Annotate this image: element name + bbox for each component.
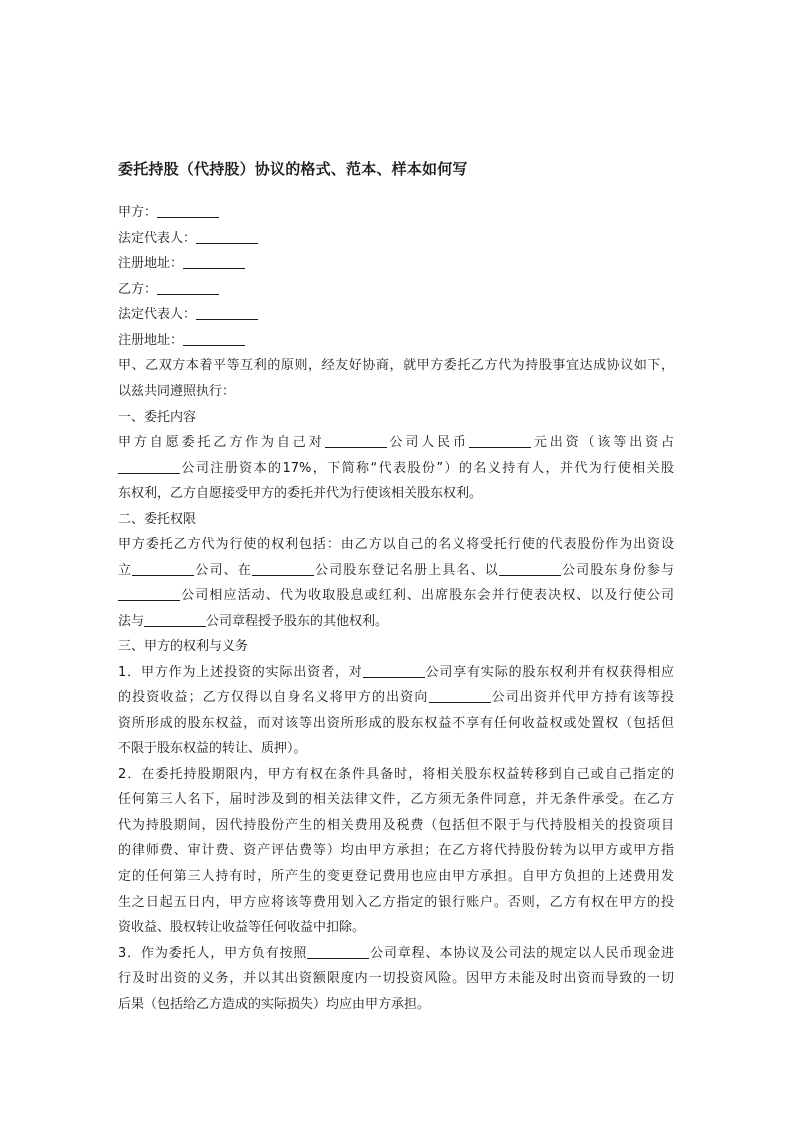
paragraph-line: 的律师费、审计费、资产评估费等）均由甲方承担；在乙方将代持股份转为以甲方或甲方指	[118, 843, 674, 858]
party-b-line	[118, 282, 219, 298]
paragraph-line: 资收益、股权转让收益等任何收益中扣除。	[118, 920, 366, 935]
party-b-addr-line	[118, 333, 245, 349]
party-b-label: 乙方：	[118, 282, 158, 297]
fill-blank	[157, 205, 219, 218]
paragraph-line: 东权利，乙方自愿接受甲方的委托并代为行使该相关股东权利。	[118, 486, 483, 501]
party-a-addr-label: 注册地址：	[118, 256, 184, 271]
paragraph-line: 定的任何第三人持有时，所产生的变更登记费用也应由甲方承担。自甲方负担的上述费用发	[118, 869, 674, 884]
paragraph-line: 甲方委托乙方代为行使的权利包括：由乙方以自己的名义将受托行使的代表股份作为出资设	[118, 537, 674, 552]
paragraph-line: 2．在委托持股期限内，甲方有权在条件具备时，将相关股东权益转移到自己或自己指定的	[118, 767, 674, 782]
paragraph-line: 不限于股东权益的转让、质押）。	[118, 741, 307, 756]
paragraph-line	[118, 690, 674, 706]
text-run: 公司股东登记名册上具名、以	[313, 563, 499, 578]
paragraph-line: 任何第三人名下，届时涉及到的相关法律文件，乙方须无条件同意，并无条件承受。在乙方	[118, 792, 674, 807]
fill-blank	[499, 563, 561, 576]
fill-blank	[132, 563, 194, 576]
fill-blank	[469, 435, 531, 448]
paragraph-line	[118, 665, 674, 681]
text-run: 公司注册资本的17%，下简称“代表股份”）的名义持有人，并代为行使相关股	[180, 461, 674, 476]
fill-blank	[183, 256, 245, 269]
party-a-addr-line	[118, 256, 245, 272]
party-b-addr-label: 注册地址：	[118, 333, 184, 348]
text-run: 公司股东身份参与	[560, 563, 674, 578]
party-b-rep-line	[118, 307, 258, 323]
paragraph-line	[118, 614, 388, 630]
paragraph-line	[118, 946, 674, 962]
fill-blank	[157, 282, 219, 295]
paragraph-line	[118, 588, 674, 604]
text-run: 元出资（该等出资占	[530, 435, 674, 450]
section-heading: 一、委托内容	[118, 410, 197, 425]
party-b-rep-label: 法定代表人：	[118, 307, 197, 322]
text-run: 公司章程、本协议及公司法的规定以人民币现金进	[369, 946, 674, 961]
section-heading: 二、委托权限	[118, 512, 197, 527]
paragraph-line	[118, 461, 674, 477]
party-a-label: 甲方：	[118, 205, 158, 220]
text-run: 法与	[118, 614, 145, 629]
paragraph-line: 生之日起五日内，甲方应将该等费用划入乙方指定的银行账户。否则，乙方有权在甲方的投	[118, 895, 674, 910]
fill-blank	[118, 588, 180, 601]
text-run: 公司享有实际的股东权利并有权获得相应	[424, 665, 674, 680]
fill-blank	[196, 307, 258, 320]
text-run: 公司、在	[194, 563, 252, 578]
fill-blank	[118, 461, 180, 474]
fill-blank	[252, 563, 314, 576]
intro-line: 甲、乙双方本着平等互利的原则，经友好协商，就甲方委托乙方代为持股事宜达成协议如下，	[118, 358, 674, 373]
text-run: 1．甲方作为上述投资的实际出资者，对	[118, 665, 363, 680]
party-a-rep-label: 法定代表人：	[118, 231, 197, 246]
fill-blank	[183, 333, 245, 346]
document-title: 委托持股（代持股）协议的格式、范本、样本如何写	[118, 160, 468, 178]
fill-blank	[363, 665, 425, 678]
section-heading: 三、甲方的权利与义务	[118, 639, 249, 654]
fill-blank	[307, 946, 369, 959]
party-a-rep-line	[118, 231, 258, 247]
paragraph-line	[118, 563, 674, 579]
paragraph-line: 代为持股期间，因代持股份产生的相关费用及税费（包括但不限于与代持股相关的投资项目	[118, 818, 674, 833]
party-a-line	[118, 205, 219, 221]
intro-line: 以兹共同遵照执行：	[118, 384, 236, 399]
paragraph-line: 资所形成的股东权益，而对该等出资所形成的股东权益不享有任何收益权或处置权（包括但	[118, 716, 674, 731]
text-run: 公司出资并代甲方持有该等投	[490, 690, 674, 705]
text-run: 甲方自愿委托乙方作为自己对	[118, 435, 325, 450]
text-run: 立	[118, 563, 133, 578]
text-run: 公司章程授予股东的其他权利。	[206, 614, 389, 629]
fill-blank	[325, 435, 387, 448]
text-run: 的投资收益；乙方仅得以自身名义将甲方的出资向	[118, 690, 429, 705]
text-run: 公司相应活动、代为收取股息或红利、出席股东会并行使表决权、以及行使公司	[180, 588, 674, 603]
paragraph-line: 后果（包括给乙方造成的实际损失）均应由甲方承担。	[118, 997, 431, 1012]
fill-blank	[196, 231, 258, 244]
fill-blank	[144, 614, 206, 627]
fill-blank	[429, 690, 491, 703]
paragraph-line: 行及时出资的义务，并以其出资额限度内一切投资风险。因甲方未能及时出资而导致的一切	[118, 971, 674, 986]
paragraph-line	[118, 435, 674, 451]
text-run: 公司人民币	[386, 435, 469, 450]
text-run: 3．作为委托人，甲方负有按照	[118, 946, 308, 961]
